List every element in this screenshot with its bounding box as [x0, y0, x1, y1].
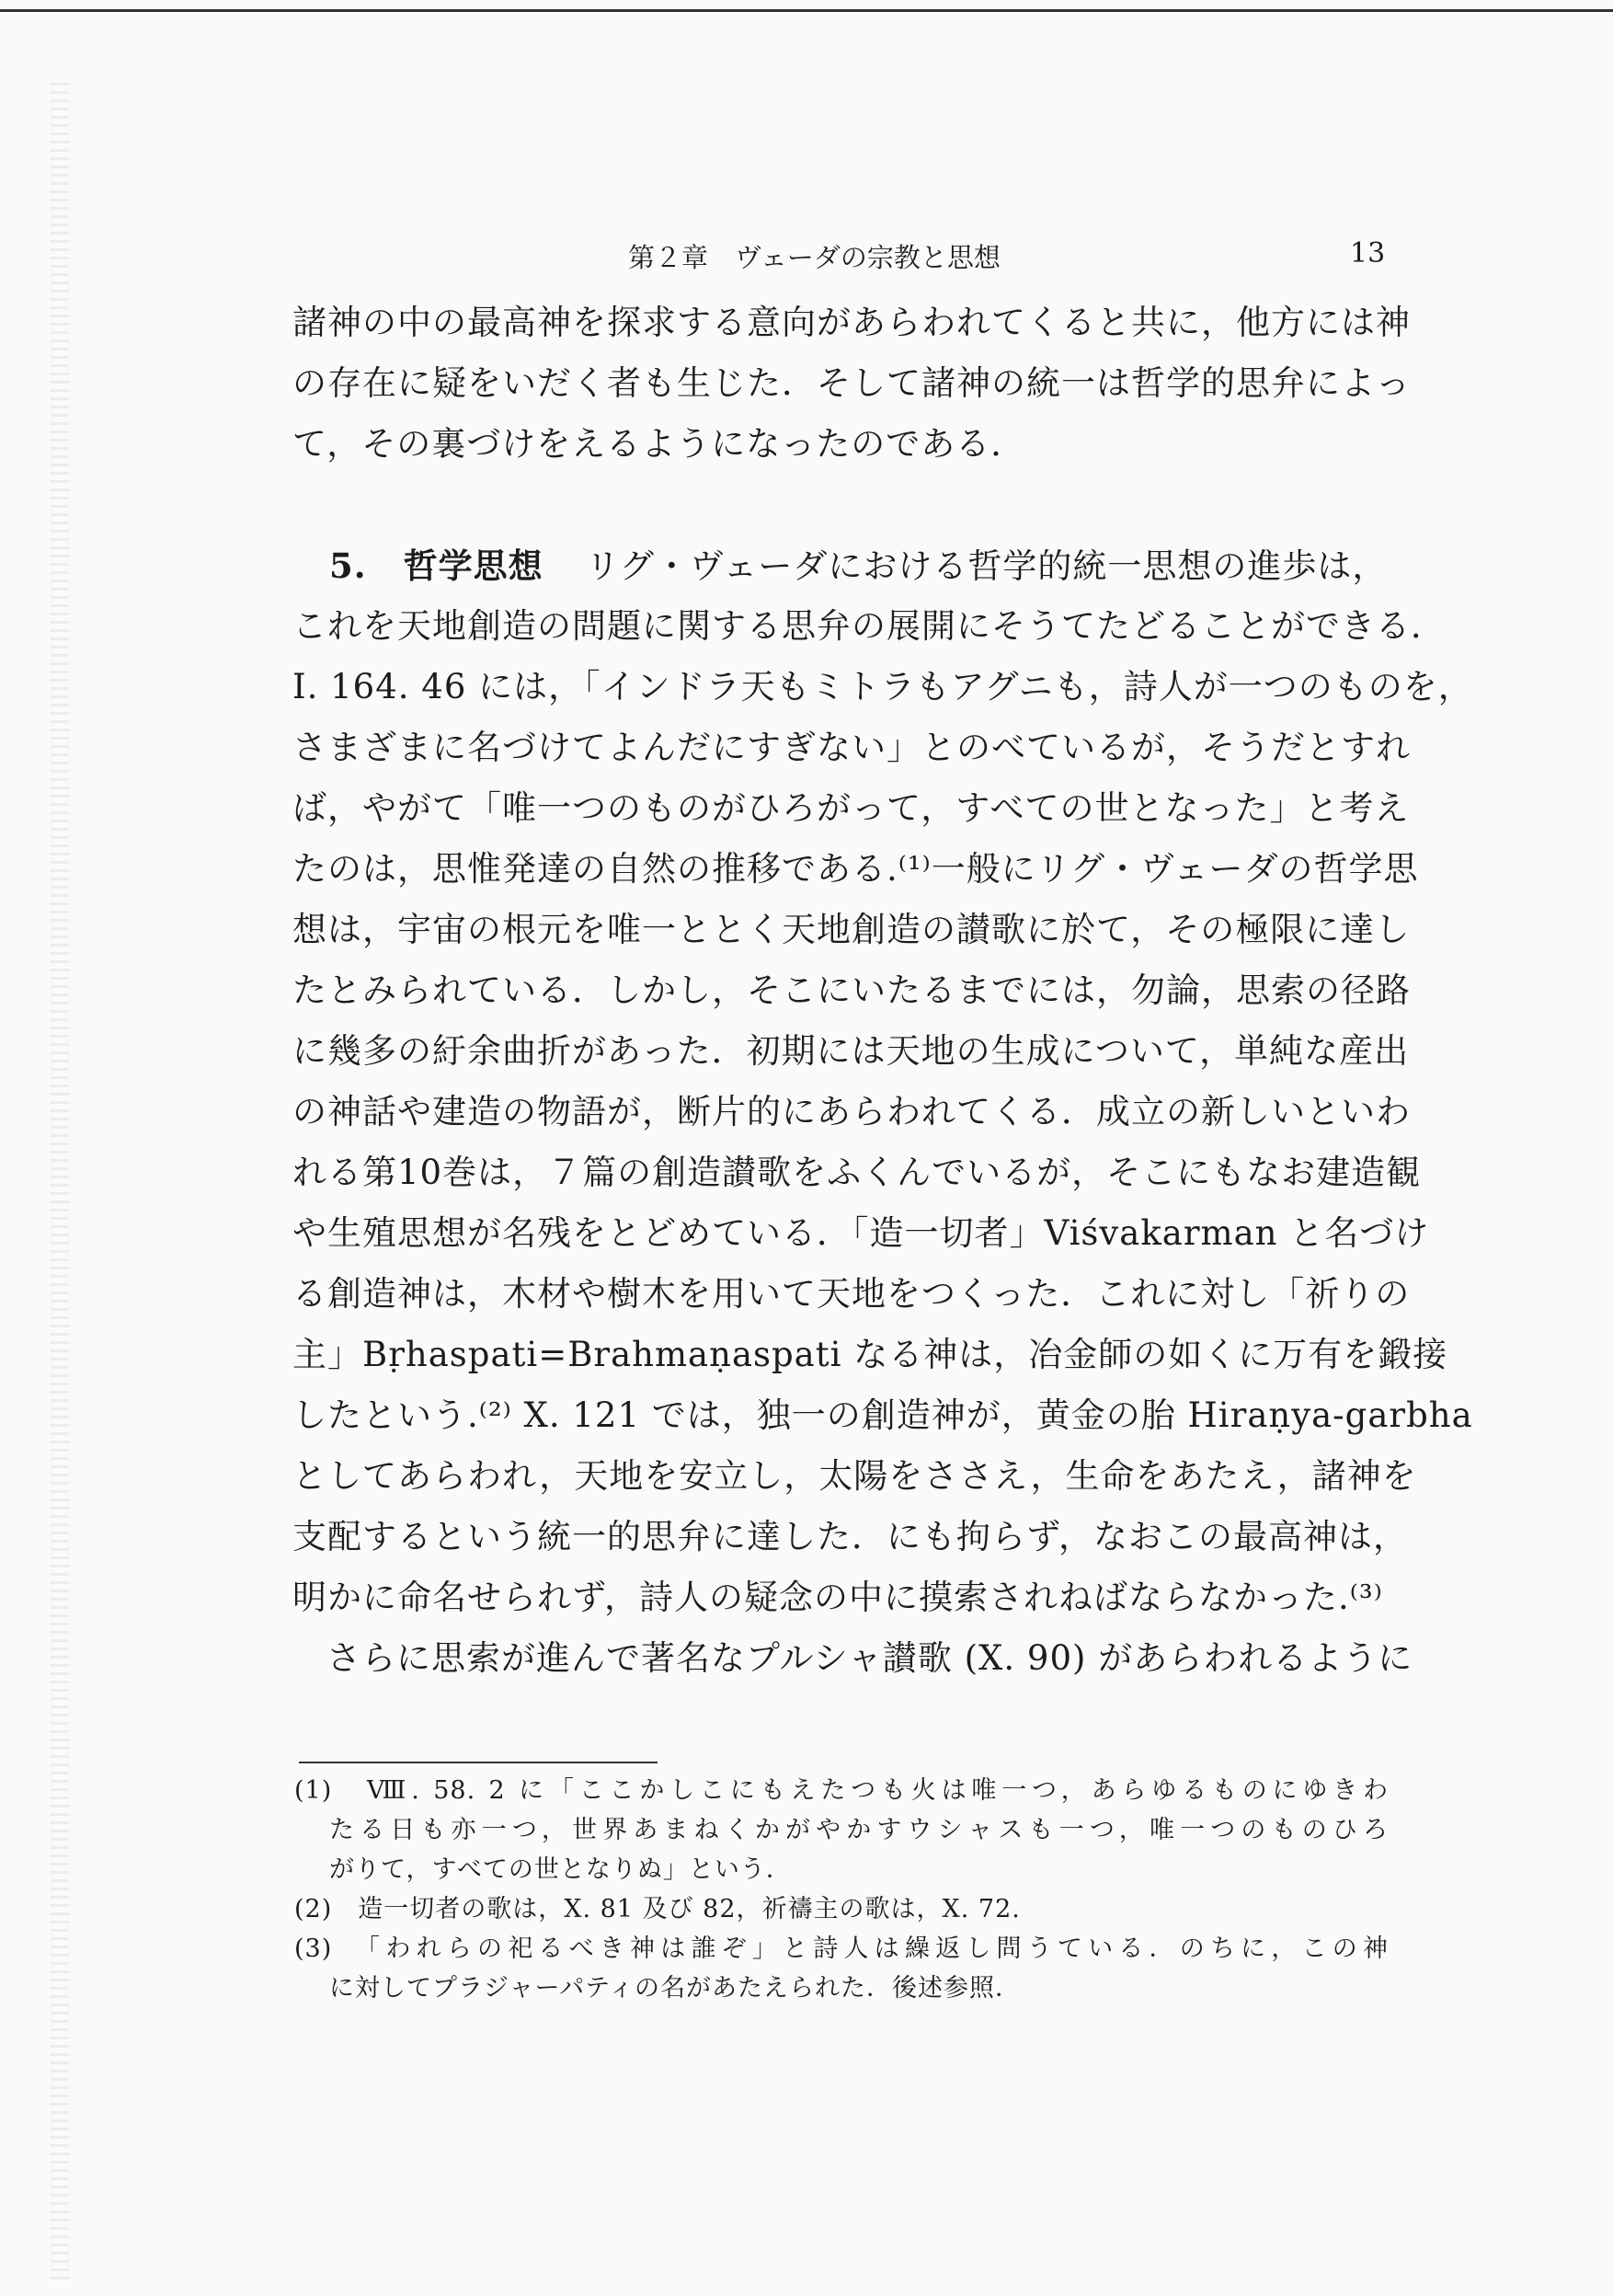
running-title: 第２章 ヴェーダの宗教と思想 — [628, 242, 1001, 273]
text-line: や生殖思想が名残をとどめている．「造一切者」Viśvakarman と名づけ — [292, 1213, 1430, 1253]
text-line: たとみられている．しかし，そこにいたるまでには，勿論，思索の径路 — [292, 970, 1411, 1010]
text-line: れる第10巻は，７篇の創造讃歌をふくんでいるが，そこにもなお建造観 — [292, 1153, 1422, 1192]
text-line: これを天地創造の問題に関する思弁の展開にそうてたどることができる． — [292, 606, 1446, 646]
text-line: 明かに命名せられず，詩人の疑念の中に摸索されねばならなかった.⁽³⁾ — [292, 1578, 1383, 1617]
footnote-line: たる日も亦一つ，世界あまねくかがやかすウシャスも一つ，唯一つのものひろ — [329, 1816, 1389, 1844]
text-line: としてあらわれ，天地を安立し，太陽をささえ，生命をあたえ，諸神を — [292, 1456, 1417, 1496]
text-line: る創造神は，木材や樹木を用いて天地をつくった．これに対し「祈りの — [292, 1274, 1411, 1314]
page-header — [0, 237, 1613, 274]
text-line: 支配するという統一的思弁に達した．にも拘らず，なおこの最高神は， — [292, 1517, 1409, 1556]
text-line: 諸神の中の最高神を探求する意向があらわれてくると共に，他方には神 — [292, 303, 1411, 342]
footnote-rule — [299, 1762, 658, 1763]
section-heading-line — [292, 535, 1387, 596]
text-line: の存在に疑をいだく者も生じた．そして諸神の統一は哲学的思弁によっ — [292, 363, 1411, 403]
text-line: さらに思索が進んで著名なプルシャ讃歌 (X. 90) があらわれるように — [326, 1638, 1413, 1678]
text-line: たのは，思惟発達の自然の推移である.⁽¹⁾一般にリグ・ヴェーダの哲学思 — [292, 849, 1419, 889]
text-line: I. 164. 46 には，「インドラ天もミトラもアグニも，詩人が一つのものを， — [292, 667, 1473, 706]
footnote-line: (1) Ⅷ. 58. 2 に「ここかしこにもえたつも火は唯一つ，あらゆるものにゆきわ — [294, 1776, 1389, 1805]
footnotes — [294, 1771, 1389, 2008]
footnote-line: (2) 造一切者の歌は，X. 81 及び 82，祈禱主の歌は，X. 72. — [294, 1895, 1021, 1923]
text-line: 主」Bṛhaspati=Brahmaṇaspati なる神は，冶金師の如くに万有を鍛接 — [292, 1335, 1448, 1374]
section-first-line: リグ・ヴェーダにおける哲学的統一思想の進歩は， — [585, 546, 1388, 586]
text-line: に幾多の紆余曲折があった．初期には天地の生成について，単純な産出 — [292, 1031, 1410, 1071]
body-text — [292, 293, 1473, 1689]
text-line: の神話や建造の物語が，断片的にあらわれてくる．成立の新しいといわ — [292, 1092, 1411, 1131]
text-line: さまざまに名づけてよんだにすぎない」とのべているが，そうだとすれ — [292, 728, 1411, 767]
text-line: て，その裏づけをえるようになったのである． — [292, 424, 1026, 464]
footnote-line: に対してプラジャーパティの名があたえられた．後述参照． — [329, 1974, 1021, 2003]
page-number: 13 — [1350, 237, 1386, 270]
footnote-line: がりて，すべての世となりぬ」という． — [329, 1855, 792, 1884]
text-line: 想は，宇宙の根元を唯一ととく天地創造の讃歌に於て，その極限に達し — [292, 910, 1411, 949]
footnote-line: (3) 「われらの祀るべき神は誰ぞ」と詩人は繰返し問うている．のちに，この神 — [294, 1934, 1389, 1963]
section-heading: 哲学思想 — [403, 545, 543, 586]
section-number: 5. — [329, 545, 367, 586]
binding-edge — [51, 83, 69, 2281]
text-line: ば，やがて「唯一つのものがひろがって，すべての世となった」と考え — [292, 788, 1410, 828]
top-rule — [0, 9, 1613, 12]
text-line: したという.⁽²⁾ X. 121 では，独一の創造神が，黄金の胎 Hiraṇya-garbha — [292, 1395, 1473, 1435]
paragraph-gap — [292, 475, 1387, 535]
